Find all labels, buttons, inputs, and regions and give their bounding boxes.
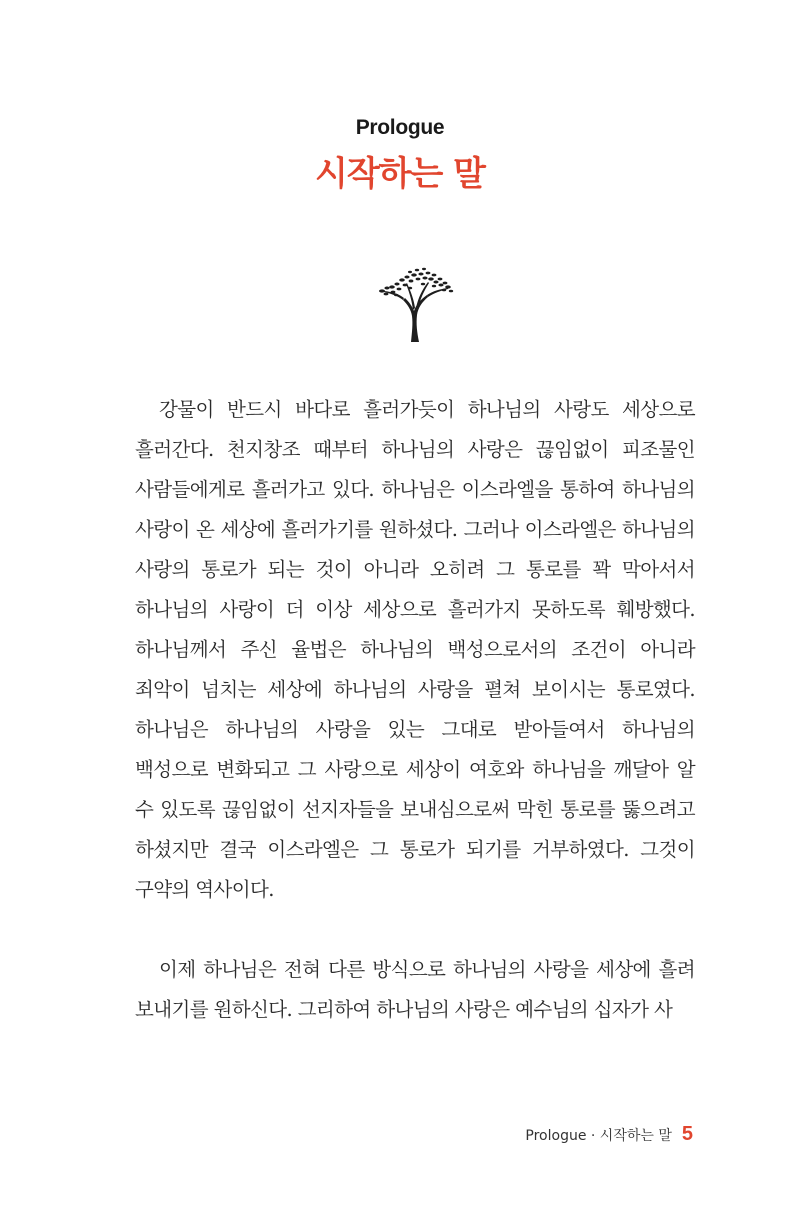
body-text: [135, 390, 695, 1030]
page-number: 5: [681, 1123, 693, 1145]
paragraph: 강물이 반드시 바다로 흘러가듯이 하나님의 사랑도 세상으로 흘러간다. 천지창조 때부터 하나님의 사랑은 끊임없이 피조물인 사람들에게로 흘러가고 있다. 하나님은 이스라엘을 통하여 하나님의 사랑이 온 세상에 흘러가기를 원하셨다. 그러나 이스라엘은 하나님의 사랑의 통로가 되는 것이 아니라 오히려 그 통로를 꽉 막아서서 하나님의 사랑이 더 이상 세상으로 흘러가지 못하도록 훼방했다. 하나님께서 주신 율법은 하나님의 백성으로서의 조건이 아니라 죄악이 넘치는 세상에 하나님의 사랑을 펼쳐 보이시는 통로였다. 하나님은 하나님의 사랑을 있는 그대로 받아들여서 하나님의 백성으로 변화되고 그 사랑으로 세상이 여호와 하나님을 깨달아 알 수 있도록 끊임없이 선지자들을 보내심으로써 막힌 통로를 뚫으려고 하셨지만 결국 이스라엘은 그 통로가 되기를 거부하였다. 그것이 구약의 역사이다.: [135, 398, 695, 901]
chapter-title: 시작하는 말: [314, 154, 486, 194]
chapter-kicker: Prologue: [355, 116, 445, 139]
paragraph: 이제 하나님은 전혀 다른 방식으로 하나님의 사랑을 세상에 흘려 보내기를 원하신다. 그리하여 하나님의 사랑은 예수님의 십자가 사: [135, 958, 695, 1021]
tree-icon: [372, 258, 456, 342]
page-footer: [525, 1123, 693, 1146]
running-title: Prologue · 시작하는 말: [525, 1128, 672, 1144]
